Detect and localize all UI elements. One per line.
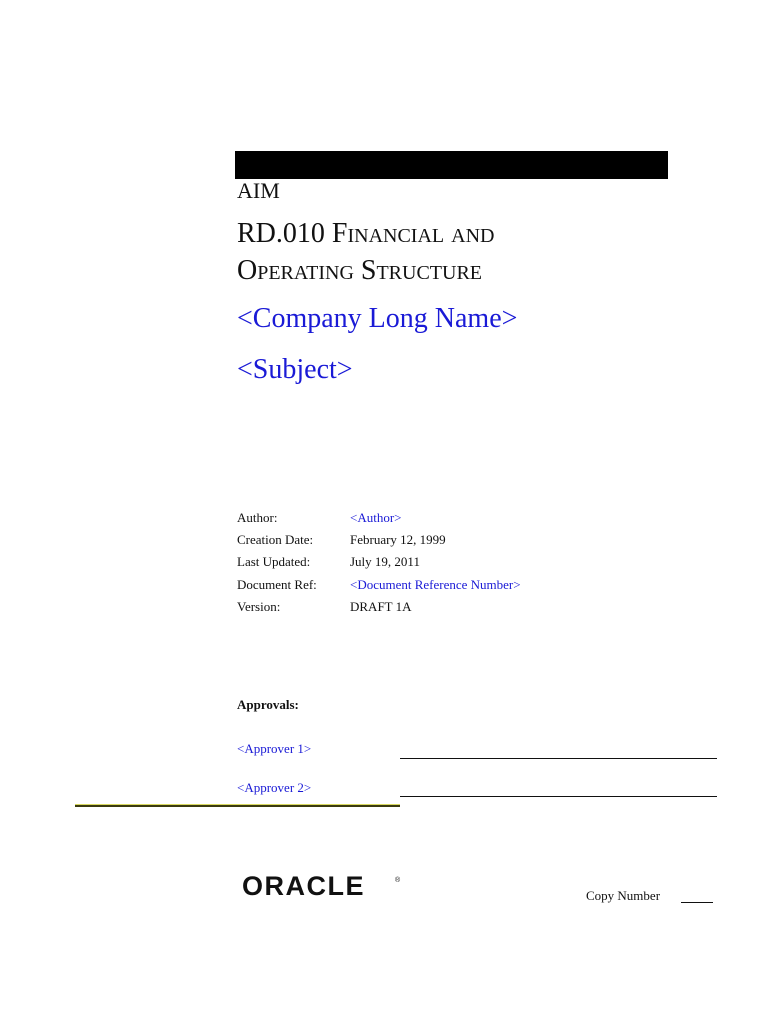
approver-2-signature-line [400,796,717,797]
methodology-label: AIM [237,178,280,203]
meta-label: Document Ref: [237,577,317,592]
meta-label: Version: [237,599,281,614]
meta-label: Creation Date: [237,532,314,547]
meta-value: DRAFT 1A [350,599,412,614]
approvals-heading: Approvals: [237,697,299,712]
title-line-2: Operating Structure [237,255,483,286]
oracle-logo [242,871,402,906]
registered-mark: ® [395,877,401,884]
meta-value: February 12, 1999 [350,532,446,547]
meta-value: <Author> [350,510,402,525]
approver-2-placeholder: <Approver 2> [237,780,312,795]
title-banner-bar [235,151,668,179]
meta-label: Author: [237,510,278,525]
meta-label: Last Updated: [237,554,311,569]
document-title [237,215,717,289]
section-divider [75,804,400,807]
meta-value: <Document Reference Number> [350,577,521,592]
subject-placeholder: <Subject> [237,354,353,385]
meta-value: July 19, 2011 [350,554,420,569]
oracle-logo-image [242,871,402,901]
company-name-placeholder: <Company Long Name> [237,303,518,334]
approver-1-placeholder: <Approver 1> [237,741,312,756]
title-line-1: RD.010 Financial and [237,218,495,249]
approver-1-signature-line [400,758,717,759]
copy-number-blank [681,902,713,903]
oracle-logo-wordmark: ORACLE [242,871,365,901]
copy-number-label: Copy Number [586,888,661,903]
